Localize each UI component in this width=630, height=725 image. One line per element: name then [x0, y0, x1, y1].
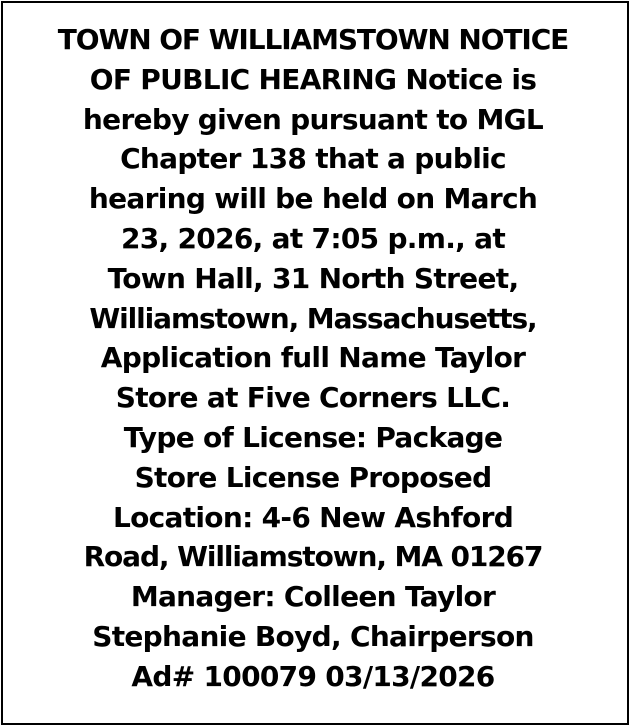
notice-line-15: Manager: Colleen Taylor	[130, 580, 496, 614]
notice-line-4: Chapter 138 that a public	[120, 142, 506, 176]
notice-line-14: Road, Williamstown, MA 01267	[83, 540, 543, 574]
notice-line-1: TOWN OF WILLIAMSTOWN NOTICE	[57, 23, 569, 56]
notice-line-7: Town Hall, 31 North Street,	[107, 261, 519, 295]
notice-line-6: 23, 2026, at 7:05 p.m., at	[120, 221, 506, 255]
notice-line-17: Ad# 100079 03/13/2026	[131, 659, 495, 693]
notice-line-9: Application full Name Taylor	[100, 341, 526, 375]
notice-line-11: Type of License: Package	[123, 420, 503, 454]
public-hearing-notice	[0, 20, 626, 697]
notice-line-10: Store at Five Corners LLC.	[115, 381, 511, 415]
notice-line-5: hearing will be held on March	[88, 182, 538, 216]
notice-line-16: Stephanie Boyd, Chairperson	[92, 619, 534, 653]
notice-line-8: Williamstown, Massachusetts,	[89, 301, 537, 335]
notice-line-3: hereby given pursuant to MGL	[82, 102, 544, 136]
notice-line-12: Store License Proposed	[134, 460, 492, 494]
notice-line-2: OF PUBLIC HEARING Notice is	[89, 62, 537, 96]
notice-line-13: Location: 4-6 New Ashford	[112, 500, 514, 534]
